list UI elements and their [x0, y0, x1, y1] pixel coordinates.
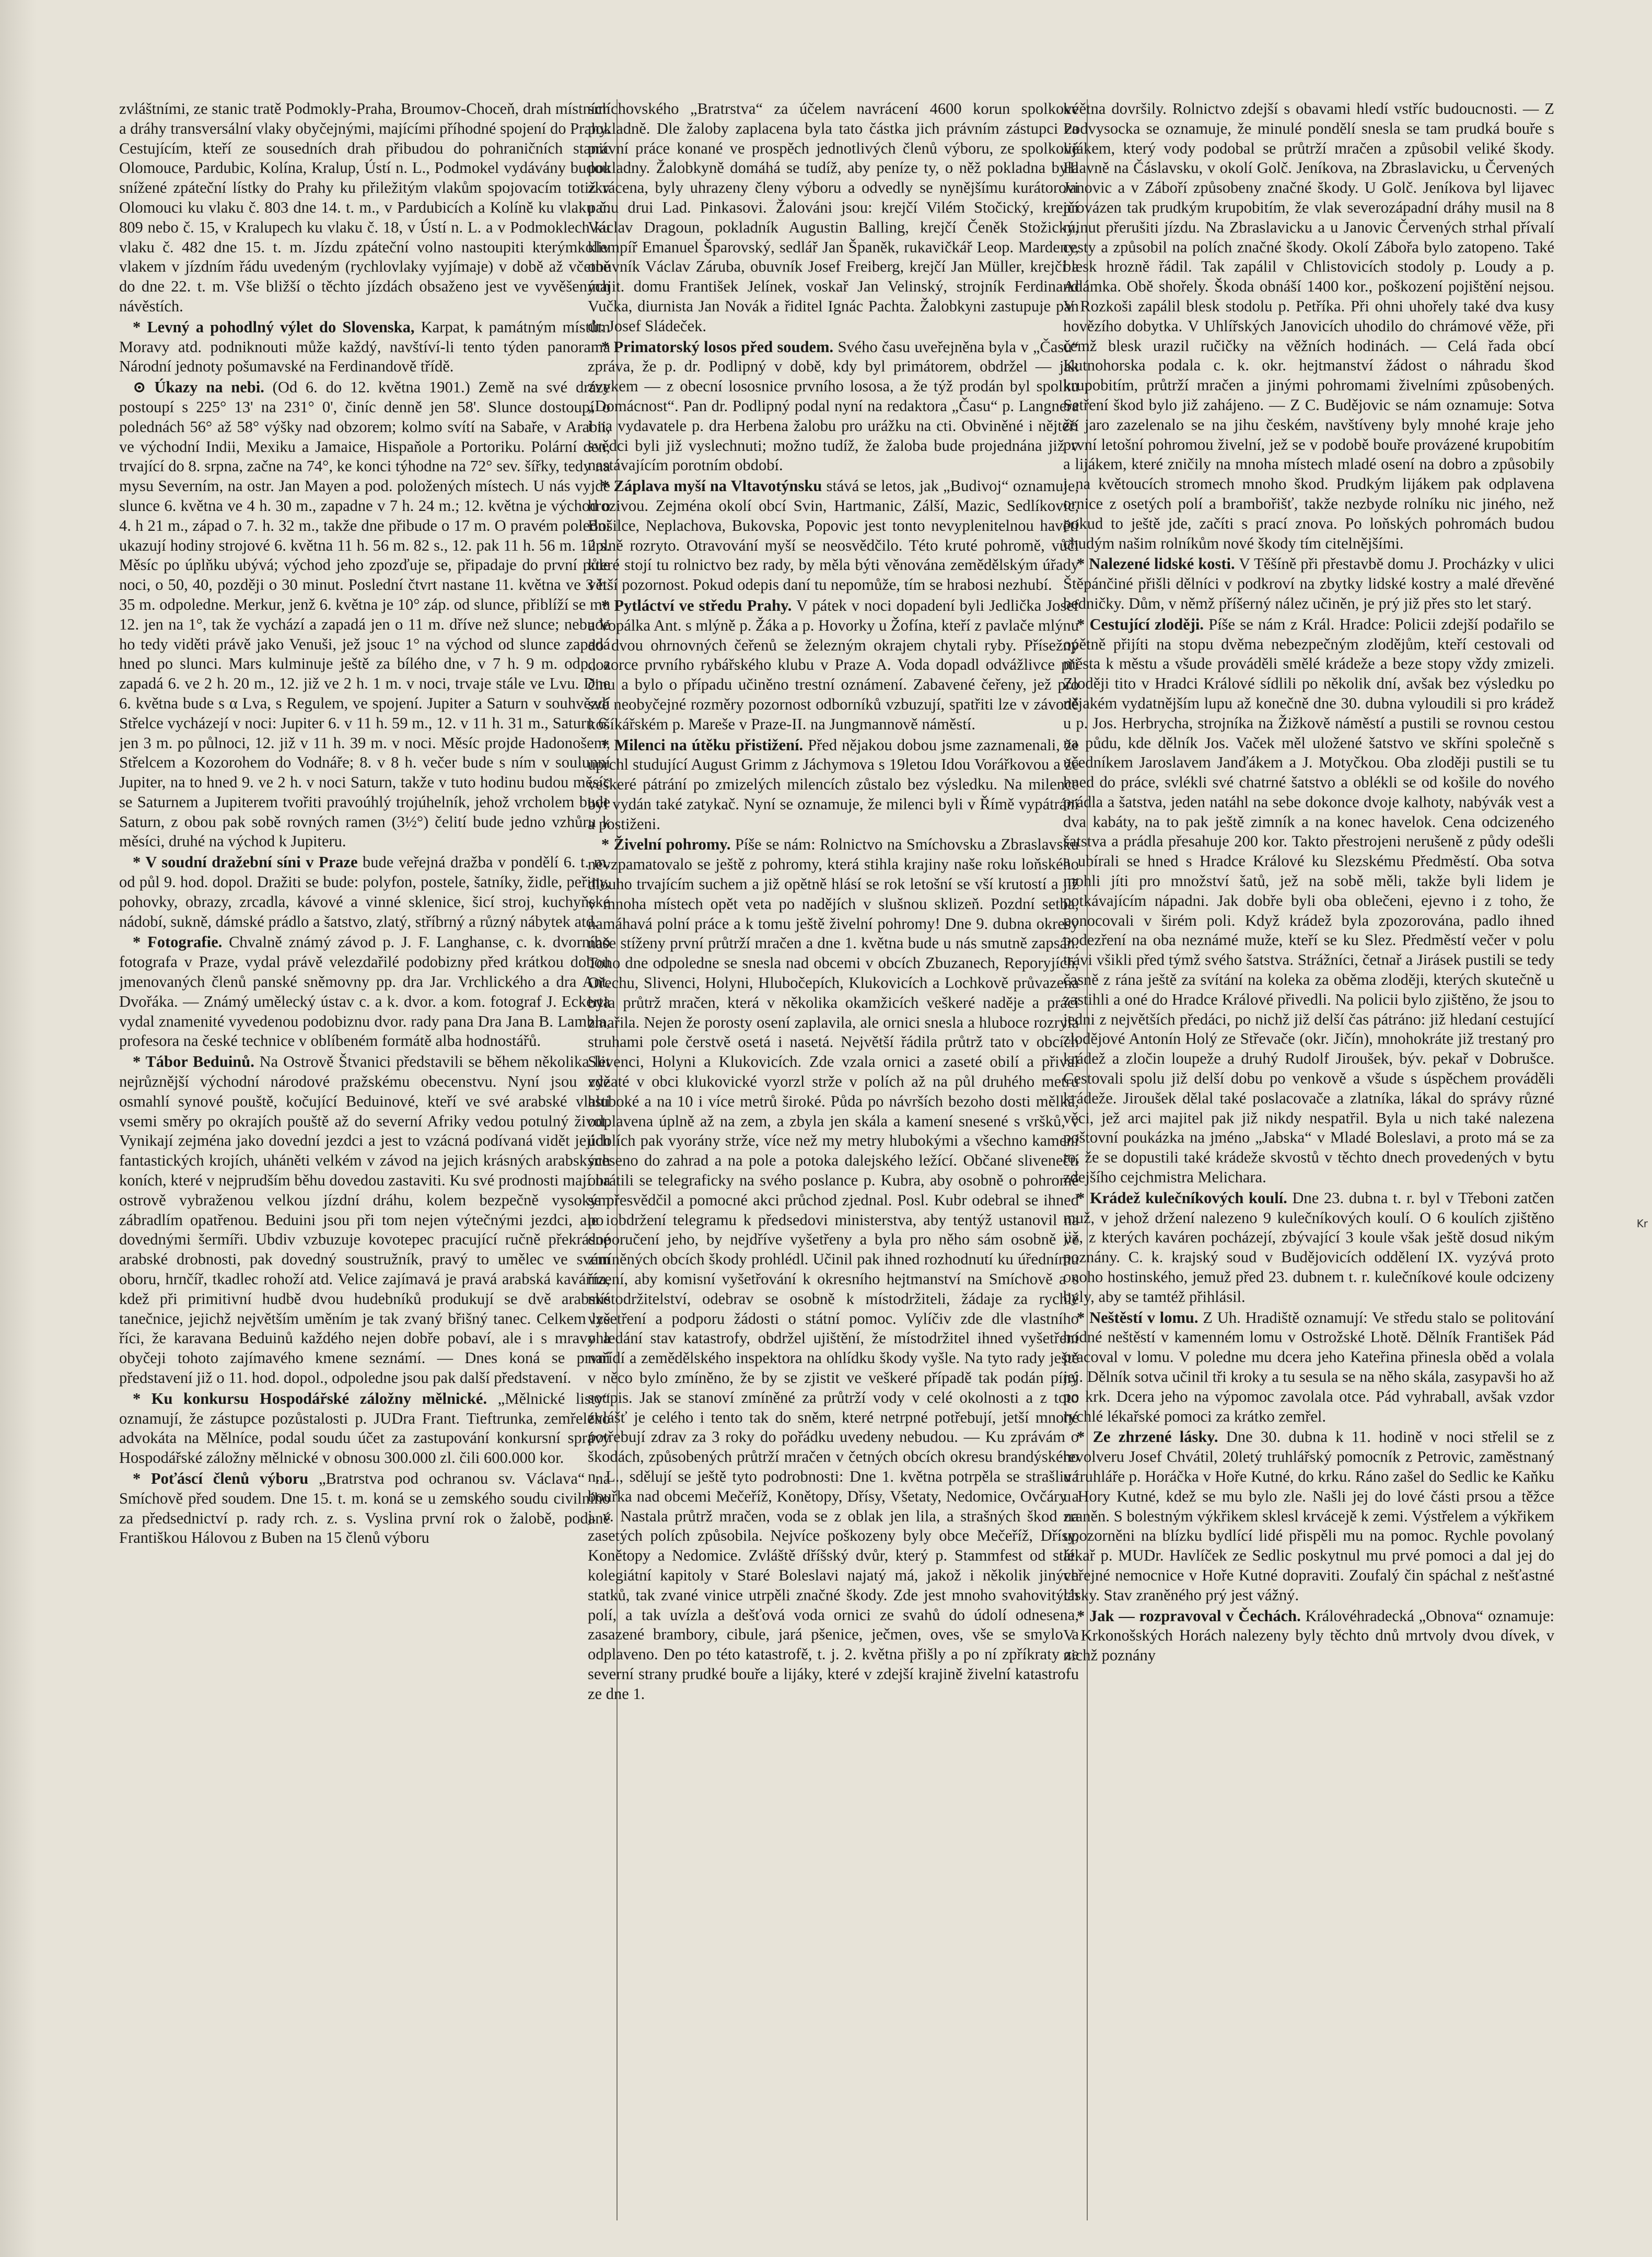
- article-text: „Bratrstva pod ochranou sv. Václava“ na Smíchově před soudem. Dne 15. t. m. koná se u zemského soudu civilního za předsednictví p. rady rch. z. s. Vyslina první rok o žalobě, podané Františkou Hálovou z Buben na 15 členů výboru: [119, 1469, 610, 1547]
- article-heading: * Levný a pohodlný výlet do Slovenska,: [133, 318, 415, 336]
- article-text: Svého času uveřejněna byla v „Času“ zpráva, že p. dr. Podlipný v době, kdy byl primátorem, obdržel — jak zvykem — z obecní lososnice prvního lososa, a že týž prodán byl spolku „Domácnost“. Pan dr. Podlipný podal nyní na redaktora „Času“ p. Langnera i na vydavatele p. dra Herbena žalobu pro urážku na cti. Obviněné i nějteří svědci byli již vyslechnuti; možno tudíž, že žaloba bude projednána již v nastávajícím porotním období.: [588, 338, 1079, 474]
- column-3: [1063, 99, 1554, 2215]
- news-paragraph: [588, 476, 1079, 595]
- news-paragraph: [588, 99, 1079, 336]
- article-text: V pátek v noci dopadení byli Jedlička Josef a Vopálka Ant. s mlýně p. Žáka a p. Hovorky u Žofína, kteří z pavlače mlýnu do dvou ohrnovných čeřenů se železným okrajem chytali ryby. Přísežný dozorce prvního rybářského klubu v Praze A. Voda dopadl odvážlivce při činu a bylo o případu učiněno trestní oznámení. Zabavené čeřeny, jež pro své neobyčejné rozměry pozornost odborníků vzbuzují, spatřiti lze v závodě košíkářském p. Mareše v Praze-II. na Jungmannově náměstí.: [588, 596, 1079, 733]
- article-heading: ⊙ Úkazy na nebi.: [133, 378, 264, 397]
- news-paragraph: [588, 596, 1079, 735]
- page-binding-edge: [0, 0, 37, 2257]
- column-1: [119, 99, 610, 2215]
- news-paragraph: [119, 99, 610, 317]
- article-text: Karpat, k památným místům Moravy atd. podniknouti může každý, navštíví-li tento týden panorama Národní jednoty pošumavské na Ferdinandově třídě.: [119, 318, 610, 376]
- article-heading: * Nalezené lidské kosti.: [1077, 555, 1235, 573]
- news-paragraph: [119, 933, 610, 1051]
- article-text: V Těšíně při přestavbě domu J. Procházky v ulici Štěpánčiné přišli dělníci v podkroví na zbytky lidské kostry a malé dřevěné bedničky. Dům, v němž příšerný nález učiněn, je prý již přes sto let starý.: [1063, 555, 1554, 612]
- news-paragraph: [1063, 1308, 1554, 1427]
- article-heading: * Fotografie.: [133, 933, 223, 951]
- article-text: stává se letos, jak „Budivoj“ oznamuje, hrozivou. Zejména okolí obcí Svin, Hartmanic, Zálší, Mazic, Sedlíkovic, Bošilce, Neplachova, Bukovska, Popovic jest tonto nevyplenitelnou havětí úplně rozryto. Otravování myší se neosvědčilo. Této kruté pohromě, vůči které stojí tu rolnictvo bez rady, by měla býti věnována zemědělským úřady větší pozornost. Pokud odepis daní tu nepomůže, tím se hrabosi nezhubí.: [588, 477, 1079, 594]
- news-paragraph: [119, 318, 610, 377]
- article-heading: * Pytláctví ve středu Prahy.: [601, 596, 792, 614]
- article-heading: * Ze zhrzené lásky.: [1077, 1428, 1218, 1446]
- article-heading: * Živelní pohromy.: [601, 835, 731, 854]
- article-heading: * Záplava myší na Vltavotýnsku: [601, 477, 822, 495]
- article-heading: * Primatorský losos před soudem.: [601, 338, 834, 356]
- news-paragraph: [1063, 1607, 1554, 1666]
- article-heading: * Milenci na útěku přistižení.: [601, 736, 804, 754]
- news-paragraph: [588, 835, 1079, 1704]
- article-text: smíchovského „Bratrstva“ za účelem navrácení 4600 korun spolkové pokladně. Dle žaloby zaplacena byla tato částka jich právním zástupci za právní práce konané ve prospěch jednotlivých členů výboru, ze spolkové pokladny. Žalobkyně domáhá se tudíž, aby peníze ty, o něž pokladna byla zkrácena, byly uhrazeny členy výboru a odvedly se nynějšímu kurátorovi panu drui Lad. Pinkasovi. Žalováni jsou: krejčí Vilém Stočický, krejčí Václav Dragoun, pokladník Augustin Balling, krejčí Čeněk Stožický, klempíř Emanuel Šparovský, sedlář Jan Španěk, rukavičkář Leop. Mardeny, obuvník Václav Záruba, obuvník Josef Freiberg, krejčí Jan Müller, krejčí a majit. domu František Jelínek, voskař Jan Velinský, strojník Ferdinand Vučka, diurnista Jan Novák a řiditel Ignác Pachta. Žalobkyni zastupuje pan dr. Josef Sládeček.: [588, 100, 1079, 335]
- news-paragraph: [119, 378, 610, 852]
- article-text: „Mělnické listy“ oznamují, že zástupce pozůstalosti p. JUDra Frant. Tieftrunka, zemřelého advokáta na Mělníce, podal soudu účet za zastupování konkursní správy Hospodářské záložny mělnické v obnosu 300.000 zl. čili 600.000 kor.: [119, 1389, 610, 1467]
- article-text: Píše se nám z Král. Hradce: Policii zdejší podařilo se opětně přijíti na stopu dvěma nebezpečným zlodějům, kteří cestovali od města k městu a všude prováděli smělé krádeže a beze stopy vždy zmizeli. Zloději tito v Hradci Králové sídlili po několik dní, avšak bez výsledku po nějakém vydatnějším lupu až konečně dne 30. dubna vyloudili si pro krádež u p. Jos. Herbrycha, strojníka na Žižkově náměstí a pustili se rovnou cestou na půdu, kde dělník Jos. Vaček měl uložené šatstvo ve skříni společně s učedníkem Jaroslavem Janďákem a J. Motyčkou. Oba zloději pustili se tu hned do práce, svlékli své chatrné šatstvo a oblékli se od košile do nového prádla a šatstva, jeden natáhl na sebe dokonce dvoje kalhoty, nabývák vest a dva kabáty, na to pak ještě zimník a na konec havelok. Cena odcizeného šatstva a prádla přesahuje 200 kor. Takto přestrojeni nerušeně z půdy odešli a ubírali se hned s Hradce Králové ku Slezskému Předměstí. Oba sotva mohli jíti pro množství šatů, jež na sobě měli, takže byli lidem je potkávajícím nápadni. Jak dobře byli oba oblečeni, ejevno i z toho, že ponocovali v širém poli. Když krádež byla zpozorována, padlo ihned podezření na oba neznámé muže, kteří se ku Slez. Předměstí večer v polu trávi všikli před týmž svého šatstva. Strážníci, četnař a Jirásek pustili se tedy časně z rána ještě za svítání na koleka za oběma zloději, kterých skutečně u zastihli a oné do Hradce Králové přivedli. Na policii bylo zjištěno, že jsou to jedni z největších předáci, po nichž již delší čas pátráno: již hledaní cestující zlodějové Antonín Holý ze Střevače (okr. Jičín), mnohokráte již trestaný pro krádež a zločin loupeže a druhý Rudolf Jiroušek, býv. pekař v Dobrušce. Cestovali spolu již delší dobu po venkově a všude s úspěchem prováděli krádeže. Jiroušek dělal také poslacovače a zlatníka, lákal do správy různé věci, jež arci majitel pak již nikdy nespatřil. Byla u nich také nalezena poštovní poukázka na jméno „Jabska“ v Mladé Boleslavi, a proto má se za to, že se dopustili také krádeže skvostů v těchto dnech provedených v bytu zdejšího cejchmistra Melichara.: [1063, 615, 1554, 1186]
- article-heading: * Krádež kulečníkových koulí.: [1077, 1189, 1287, 1207]
- article-heading: * Ku konkursu Hospodářské záložny mělnické.: [133, 1389, 487, 1407]
- article-heading: * V soudní dražební síni v Praze: [133, 853, 358, 871]
- news-paragraph: [119, 1052, 610, 1388]
- article-text: Před nějakou dobou jsme zaznamenali, že uprchl studující August Grimm z Jáchymova s 19letou Idou Vorářkovou a že veškeré pátrání po zmizelých milencích zůstalo bez výsledku. Na milence byl vydán také zatykač. Nyní se oznamuje, že milenci byli v Římě vypátráni a postiženi.: [588, 736, 1079, 833]
- article-text: bude veřejná dražba v pondělí 6. t. m. od půl 9. hod. dopol. Dražiti se bude: polyfon, postele, šatníky, židle, peřiny, pohovky, obrazy, zrcadla, kávové a vinné sklenice, šicí stroj, kuchyňské nádobí, sukně, dámské prádlo a šatstvo, zlatý, stříbrný a různý nábytek atd.: [119, 853, 610, 930]
- article-text: Královéhradecká „Obnova“ oznamuje: V Krkonošských Horách nalezeny byly těchto dnů mrtvoly dvou dívek, v nichž poznány: [1063, 1607, 1554, 1665]
- article-heading: * Cestující zloději.: [1077, 615, 1204, 633]
- margin-mark: Kr: [1636, 1217, 1648, 1230]
- article-heading: * Poťáscí členů výboru: [133, 1469, 309, 1487]
- article-heading: * Jak — rozpravoval v Čechách.: [1077, 1607, 1301, 1625]
- news-paragraph: [1063, 1427, 1554, 1605]
- article-text: Chvalně známý závod p. J. F. Langhanse, c. k. dvorního fotografa v Praze, vydal právě velezdařilé podobizny před krátkou dobou jmenovaných členů panské sněmovny pp. dra Jar. Vrchlického a dra Ant. Dvořáka. — Známý umělecký ústav c. a k. dvor. a kom. fotograf J. Eckerta vydal znamenité vyvedenou podobiznu dvor. rady pana Dra Jana B. Lambla, profesora na české technice v oblíbeném formátě alba hodnostářů.: [119, 933, 610, 1050]
- news-paragraph: [119, 853, 610, 932]
- news-paragraph: [1063, 615, 1554, 1188]
- article-text: Dne 23. dubna t. r. byl v Třeboni zatčen muž, v jehož držení nalezeno 9 kulečníkových koulí. O 6 koulích zjištěno již, z kterých kaváren pocházejí, zbývající 3 koule však ještě dosud nikým poznány. C. k. krajský soud v Budějovicích oddělení IX. vyzývá proto onoho hostinského, jemuž před 23. dubnem t. r. kulečníkové koule odcizeny byly, aby se tamtéž přihlásil.: [1063, 1189, 1554, 1306]
- article-heading: * Neštěstí v lomu.: [1077, 1308, 1199, 1327]
- article-text: zvláštními, ze stanic tratě Podmokly-Praha, Broumov-Choceň, drah místních a dráhy transversální vlaky obyčejnými, majícími příhodné spojení do Prahy. Cestujícím, kteří ze sousedních drah přibudou do pohraničních stanic Olomouce, Pardubic, Kolína, Kralup, Ústí n. L., Podmokel vydávány budou snížené zpáteční lístky do Prahy ku přiležitým vlakům spojovacím totiž v Olomouci ku vlaku č. 803 dne 14. t. m., v Pardubicích a Kolíně ku vlaku č. 809 nebo č. 15, v Kralupech ku vlaku č. 18, v Ústí n. L. a v Podmoklech ku vlaku č. 482 dne 15. t. m. Jízdu zpáteční volno nastoupiti kterýmkoliv vlakem v jízdním řádu uvedeným (rychlovlaky vyjímaje) v době až včetně do dne 22. t. m. Vše bližší o těchto jízdách obsaženo jest ve vyvěšených návěstích.: [119, 100, 610, 315]
- news-paragraph: [119, 1469, 610, 1548]
- article-text: (Od 6. do 12. května 1901.) Země na své dráze postoupí s 225° 13' na 231° 0', činíc denně jen 58'. Slunce dostoupí o polednách 56° až 58° výšky nad obzorem; kolmo svítí na Sabaře, v Arabii, ve východní Indii, Mexiku a Jamaice, Hispaňole a Portoriku. Polární den, trvající do 8. srpna, začne na 74°, ke konci týhodne na 72° sev. šířky, tedy na mysu Severním, na ostr. Jan Mayen a pod. položených místech. U nás vyjde slunce 6. května ve 4 h. 30 m., zapadne v 7 h. 24 m.; 12. května je východ o 4. h 21 m., západ o 7. h. 32 m., takže dne přibude o 17 m. O pravém poledni ukazují hodiny strojové 6. května 11 h. 56 m. 82 s., 12. pak 11 h. 56 m. 12 s. Měsíc po úplňku ubývá; východ jeho zpozďuje se, připadaje do první půle noci, o 50, 40, později o 30 minut. Poslední čtvrt nastane 11. května ve 3 h. 35 m. odpoledne. Merkur, jenž 6. května je 10° záp. od slunce, přiblíží se mu 12. jen na 1°, tak že vychází a zapadá jen o 11 m. dříve než slunce; nebude ho tedy viděti právě jako Venuši, jež jsouc 1° na východ od slunce zapadá hned po slunci. Mars kulminuje ještě za bílého dne, v 7 h. 9 m. odp., a zapadá 6. ve 2 h. 20 m., 12. již ve 2 h. 1 m. v noci, trvaje stále ve Lvu. Dne 6. května bude s α Lva, s Regulem, ve spojení. Jupiter a Saturn v souhvězdí Střelce vycházejí v noci: Jupiter 6. v 11 h. 59 m., 12. v 11 h. 31 m., Saturn 6. jen 3 m. po půlnoci, 12. již v 11 h. 39 m. v noci. Měsíc projde Hadonošem, Střelcem a Kozorohem do Vodnáře; 8. v 8 h. večer bude s ním v soulunní Jupiter, na to hned 9. ve 2 h. v noci Saturn, takže v tuto hodinu budou měsíc se Saturnem a Jupiterem tvořiti pravoúhlý trojúhelník, jehož vrcholem bude Saturn, z obou pak sobě rovných ramen (3½°) čelití bude jedno vzhůru k měsíci, druhé na východ k Jupiteru.: [119, 378, 610, 851]
- news-paragraph: [119, 1389, 610, 1468]
- news-paragraph: [1063, 554, 1554, 613]
- news-paragraph: [588, 736, 1079, 834]
- article-text: Z Uh. Hradiště oznamují: Ve středu stalo se politování hodné neštěstí v kamenném lomu v Ostrožské Lhotě. Dělník František Pád pracoval v lomu. V poledne mu dcera jeho Kateřina přinesla oběd a volala jej. Dělník sotva učinil tři kroky a tu sesula se na něho skála, zasypavši ho až po krk. Dcera jeho na výpomoc zavolala otce. Pád vyhraball, avšak vzdor rychlé lékařské pomoci za krátko zemřel.: [1063, 1308, 1554, 1425]
- article-text: Píše se nám: Rolnictvo na Smíchovsku a Zbraslavsku nevzpamatovalo se ještě z pohromy, která stihla krajiny naše roku loňského dlouho trvajícím suchem a již opětně hlásí se rok letošní se vší krutostí a již v mnoha místech opět veta po nadějích v slušnou sklizeň. Pozdní setba, namáhavá polní práce a k tomu ještě živelní pohromy! Dne 9. dubna okresy naše stíženy první průtrží mračen a dne 1. května bude u nás smutně zapsán. Toho dne odpoledne se snesla nad obcemi v obcích Zbuzanech, Reporyjích, Ořechu, Slivenci, Holyni, Hlubočepích, Klukovicích a Lochkově průvazena byla průtrž mračen, která v několika okamžicích veškeré naděje a práci zmařila. Nejen že porosty osení zaplavila, ale ornici snesla a hluboce rozryla struhami pole čerstvě osetá i nasetá. Největší řádila průtrž tato v obcích Slivenci, Holyni a Klukovicích. Zde vzala ornici a zaseté obilí a přival vyžaté v obci klukovické vyorzl strže v polích až na půl druhého metru hluboké a na 10 i více metrů široké. Půda po návrších bezoho dosti mělká, odplavena úplně až na zem, a zbyla jen skála a kamení snesené s vršků, v údolích pak vyorány strže, více než my metry hlubokými a všechno kamení sneseno do zahrad a na pole a potoka dalejského ležící. Občané slivenečtí obrátili se telegraficky na svého poslance p. Kubra, aby osobně o pohromě se přesvědčil a pomocné akci průchod zjednal. Posl. Kubr odebral se ihned po obdržení telegramu k předsedovi ministerstva, aby tentýž ustanovil na doporučení jeho, by nejdříve vyšetřeny a byla pro něho sám osobně ve zmíněných obcích škody prohlédl. Učinil pak ihned rozhodnutí ku úřednímu řízení, aby komisní vyšetřování k okresního hejtmanství na Smíchově a s místodržitelství, odebrav se osobně k místodržiteli, žádaje za rychlé vyšetření a podporu žádosti o státní pomoc. Vylíčiv zde dle vlastního ohledání stav katastrofy, obdržel ujištění, že místodržitel ihned vyšetření nařídí a zemědělského inspektora na ohlídku škody vyšle. Na tyto rady ještě v něco bylo zmíněno, že by se zjistit ve veškeré případě tak podán píný soupis. Jak se stanoví zmíněné za průtrží vody v celé okolnosti a z toto zvlášť je celého i tento tak do sněm, které netrpné potřebují, jetší mnohé potřebují zdrav za 3 roky do pořádku uvedeny nebudou. — Ku zprávám o škodách, způsobených průtrží mračen v četných obcích okresu brandýského n. L., sdělují se ještě tyto podrobnosti: Dne 1. května potrpěla se strašlivá bouřka nad obcemi Mečeříž, Konětopy, Dřísy, Všetaty, Nedomice, Ovčáry a j. v. Nastala průtrž mračen, voda se z oblak jen lila, a strašných škod na zasetých polích způsobila. Nejvíce poškozeny byly obce Mečeříž, Dřísy, Konětopy a Nedomice. Zvláště dříšský dvůr, který p. Stammfest od stát. kolegiátní kapitoly v Staré Boleslavi najatý má, jakož i několik jiných statků, tak zvané vinice utrpěli značné škody. Zde jest mnoho svahovitých polí, a tak uvízla a dešťová voda ornici ze svahů do údolí odnesena, zasazené brambory, cibule, jará pšenice, ječmen, oves, vše se smylo a odplaveno. Den po této katastrofě, t. j. 2. května přišly a po ní zpříkraty ze severní strany prudké bouře a lijáky, které v zdejší krajině živelní katastrofu ze dne 1.: [588, 835, 1079, 1703]
- article-heading: * Tábor Beduinů.: [133, 1053, 254, 1071]
- article-text: Na Ostrově Štvanici představili se během několika let nejrůznější východní národové pražskému obecenstvu. Nyní jsou zde osmahlí synové pouště, kočující Beduinové, kteří ve své arabské vlasti vsemi směry po okrajích pouště až do severní Afriky vedou potulný život. Vynikají zejména jako dovední jezdci a jest to vzácná podívaná vidět jejich fantastických krojích, uháněti velkém v závod na jejich krásných arabských koních, které v nejprudším běhu dovedou zastaviti. Ku své prodnosti mají na ostrově vybraženou velkou jízdní dráhu, kolem bezpečně vysokým zábradlím opatřenou. Beduini jsou při tom nejen výtečnými jezdci, ale i dovednými šermíři. Ubdiv vzbuzuje kovotepec pracující ručně překrásné arabské drobnosti, pak dovedný soustružník, pravý to umělec ve svém oboru, hrnčíř, tkadlec rohoží atd. Velice zajímavá je pravá arabská kavárna, kdež při primitivní hudbě dvou hudebníků produkují se dvě arabské tanečnice, jejichž největším uměním je tak zvaný břišný tanec. Celkem lze říci, že karavana Beduinů každého nejen dobře pobaví, ale i s mravy a obyčeji tohoto zajímavého kmene seznámí. — Dnes koná se první představení již o 11. hod. dopol., odpoledne jsou pak další představení.: [119, 1053, 610, 1387]
- article-text: Dne 30. dubna k 11. hodině v noci střelil se z revolveru Josef Chvátil, 20letý truhlářský pomocník z Petrovic, zaměstnaný u truhláře p. Horáčka v Hoře Kutné, do krku. Ráno zašel do Sedlic ke Kaňku u Hory Kutné, kdež se mu bylo zle. Našli jej do lové části prsou a těžce zraněn. S bolestným výkřikem sklesl krvácejě k zemi. Výstřelem a výkřikem upozorněni na blízku bydlící lidé přispěli mu na pomoc. Rychle povolaný lékař p. MUDr. Havlíček ze Sedlic poskytnul mu prvé pomoci a dal jej do veřejné nemocnice v Hoře Kutné dopraviti. Zoufalý čin spáchal z nešťastné lásky. Stav zraněného prý jest vážný.: [1063, 1428, 1554, 1604]
- article-text: května dovršily. Rolnictvo zdejší s obavami hledí vstříc budoucnosti. — Z Podvysocka se oznamuje, že minulé pondělí snesla se tam prudká bouře s lijákem, který vody podobal se průtrží mračen a způsobil veliké škody. Hlavně na Čáslavsku, v okolí Golč. Jeníkova, na Zbraslavicku, u Červených Janovic a v Záboří způsobeny značné škody. U Golč. Jeníkova byl lijavec provázen tak prudkým krupobitím, že vlak severozápadní dráhy musil na 8 minut přerušiti jízdu. Na Zbraslavicku a u Janovic Červených strhal přívalí cesty a způsobil na polích značné škody. Okolí Zábořa bylo zatopeno. Také blesk hrozně řádil. Tak zapálil v Chlistovicích stodoly p. Loudy a p. Adámka. Obě shořely. Škoda obnáší 1400 kor., poškození pojištění nejsou. V Rozkoši zapálil blesk stodolu p. Petříka. Při ohni uhořely také dva kusy hovězího dobytka. V Uhlířských Janovicích uhodilo do chrámové věže, při čemž blesk urazil ručičky na věžních hodinách. — Celá řada obcí Kutnohorska podala c. k. okr. hejtmanství žádost o náhradu škod krupobitím, průtrží mračen a jinými pohromami živelními způsobených. Setření škod bylo již zahájeno. — Z C. Budějovic se nám oznamuje: Sotva že jaro zazelenalo se na jihu českém, navštíveny byly mnohé kraje jeho první letošní pohromou živelní, jež se v podobě bouře provázené krupobitím a lijákem, které zničily na mnoha místech mladé osení na dobro a způsobily i na květoucích stromech mnoho škod. Prudkým lijákem pak odplavena ornice z osetých polí a brambořišť, takže nezbyde rolníku nic jiného, než pokud to ještě jde, začíti s prací znova. Po loňských pohromách budou chudým našim rolníkům nové škody tím citelnějšími.: [1063, 100, 1554, 552]
- news-paragraph: [1063, 99, 1554, 553]
- news-paragraph: [588, 338, 1079, 476]
- column-2: [588, 99, 1079, 2215]
- news-paragraph: [1063, 1189, 1554, 1307]
